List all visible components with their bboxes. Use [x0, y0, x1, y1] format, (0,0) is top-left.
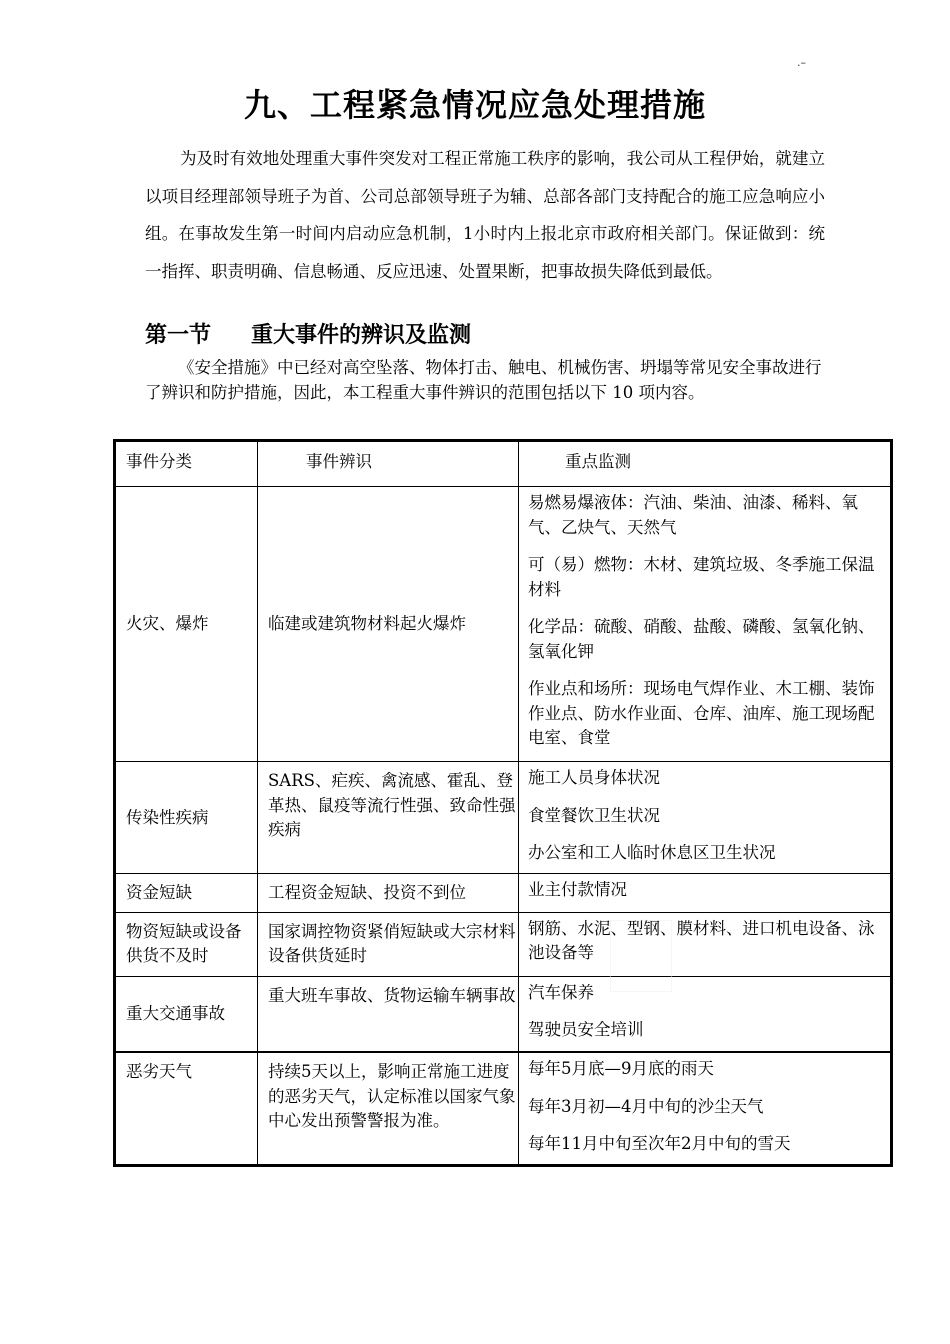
row-monitoring	[519, 874, 891, 913]
monitoring-item: 钢筋、水泥、型钢、膜材料、进口机电设备、泳池设备等	[528, 918, 875, 962]
row-monitoring	[519, 1052, 891, 1164]
row-identification: 临建或建筑物材料起火爆炸	[258, 487, 519, 762]
header-identification: 事件辨识	[258, 442, 519, 487]
table-row	[116, 762, 891, 874]
monitoring-item: 办公室和工人临时休息区卫生状况	[528, 843, 776, 862]
section-title: 重大事件的辨识及监测	[251, 323, 472, 348]
row-category: 资金短缺	[116, 874, 258, 913]
row-category: 重大交通事故	[116, 976, 258, 1052]
monitoring-item: 业主付款情况	[528, 880, 627, 899]
row-identification: 国家调控物资紧俏短缺或大宗材料设备供货延时	[258, 912, 519, 976]
table-row	[116, 976, 891, 1052]
monitoring-item: 可（易）燃物：木材、建筑垃圾、冬季施工保温材料	[528, 555, 875, 599]
events-table	[115, 441, 891, 1165]
watermark-stamp	[610, 920, 672, 992]
page-title: 九、工程紧急情况应急处理措施	[243, 86, 706, 124]
header-monitoring: 重点监测	[519, 442, 891, 487]
monitoring-item: 汽车保养	[528, 982, 594, 1002]
events-table-frame	[113, 439, 893, 1167]
row-category: 恶劣天气	[116, 1052, 258, 1164]
table-row	[116, 912, 891, 976]
page-corner-mark: .–	[797, 56, 806, 69]
monitoring-item: 驾驶员安全培训	[528, 1020, 644, 1039]
row-monitoring	[519, 976, 891, 1052]
monitoring-item: 每年11月中旬至次年2月中旬的雪天	[528, 1134, 791, 1153]
section-note: 《安全措施》中已经对高空坠落、物体打击、触电、机械伤害、坍塌等常见安全事故进行了辨识和防护措施，因此，本工程重大事件辨识的范围包括以下 10 项内容。	[145, 358, 822, 402]
row-identification: 持续5天以上，影响正常施工进度的恶劣天气，认定标准以国家气象中心发出预警警报为准。	[258, 1052, 519, 1164]
section-number: 第一节	[145, 323, 212, 348]
table-header-row	[116, 442, 891, 487]
monitoring-item: 易燃易爆液体：汽油、柴油、油漆、稀料、氧气、乙炔气、天然气	[528, 493, 858, 537]
row-monitoring	[519, 912, 891, 976]
monitoring-item: 每年3月初—4月中旬的沙尘天气	[528, 1096, 764, 1116]
table-row	[116, 1052, 891, 1164]
row-category: 传染性疾病	[116, 762, 258, 874]
row-monitoring	[519, 487, 891, 762]
row-identification: 工程资金短缺、投资不到位	[258, 874, 519, 913]
row-category: 火灾、爆炸	[116, 487, 258, 762]
row-identification: SARS、疟疾、禽流感、霍乱、登革热、鼠疫等流行性强、致命性强疾病	[258, 762, 519, 874]
monitoring-item: 作业点和场所：现场电气焊作业、木工棚、装饰作业点、防水作业面、仓库、油库、施工现场配电室、食堂	[528, 679, 875, 747]
monitoring-item: 食堂餐饮卫生状况	[528, 805, 660, 825]
row-monitoring	[519, 762, 891, 874]
row-identification: 重大班车事故、货物运输车辆事故	[258, 976, 519, 1052]
section-heading	[145, 318, 471, 349]
header-category: 事件分类	[116, 442, 258, 487]
monitoring-item: 化学品：硫酸、硝酸、盐酸、磷酸、氢氧化钠、氢氧化钾	[528, 617, 875, 661]
monitoring-item: 施工人员身体状况	[528, 768, 660, 787]
monitoring-item: 每年5月底—9月底的雨天	[528, 1059, 714, 1078]
row-category: 物资短缺或设备供货不及时	[116, 912, 258, 976]
table-row	[116, 874, 891, 913]
table-row	[116, 487, 891, 762]
intro-paragraph: 为及时有效地处理重大事件突发对工程正常施工秩序的影响，我公司从工程伊始，就建立以项目经理部领导班子为首、公司总部领导班子为辅、总部各部门支持配合的施工应急响应小组。在事故发生第一时间内启动应急机制，1小时内上报北京市政府相关部门。保证做到：统一指挥、职责明确、信息畅通、反应迅速、处置果断，把事故损失降低到最低。	[145, 149, 825, 281]
